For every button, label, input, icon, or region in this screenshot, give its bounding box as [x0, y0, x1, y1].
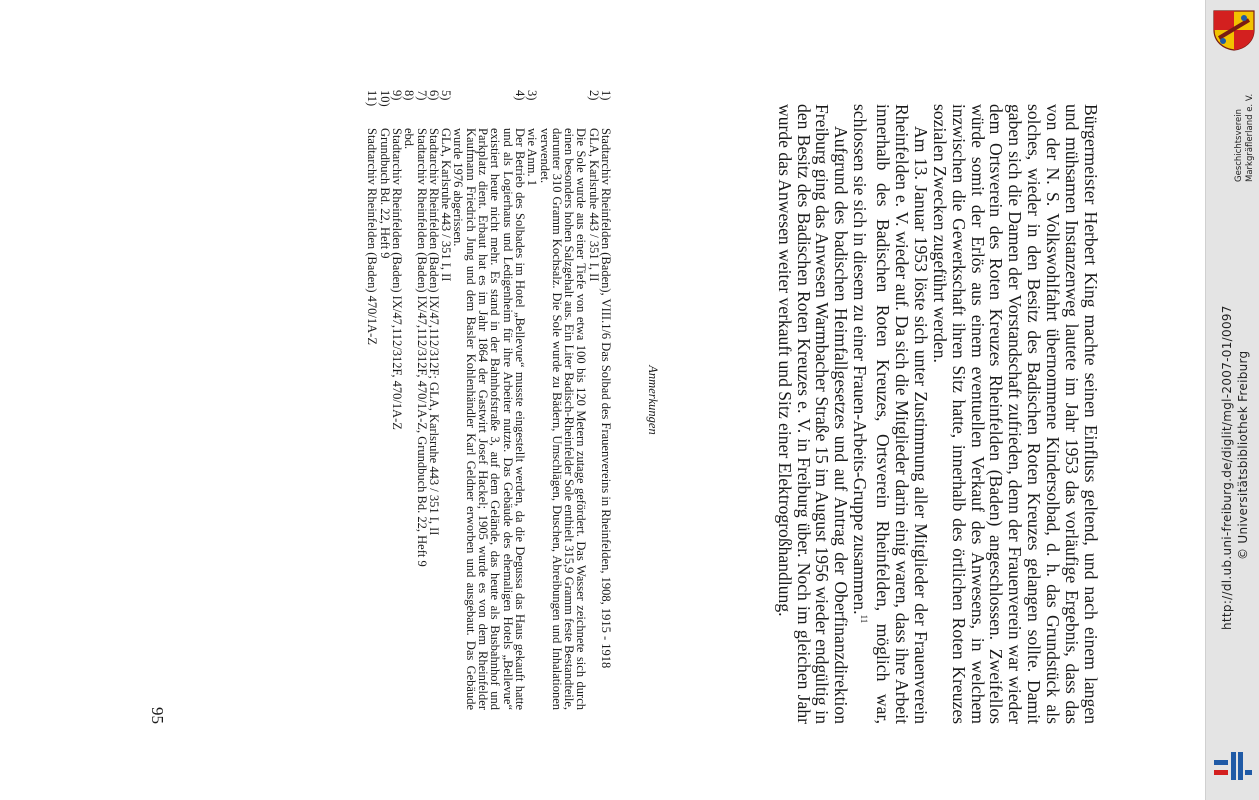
coat-of-arms-icon: [1211, 8, 1257, 52]
sidebar: [1205, 0, 1259, 800]
note-text: Grundbuch Bd. 22, Heft 9: [377, 128, 392, 259]
note-item: [415, 90, 427, 710]
note-text: ebd.: [402, 128, 417, 150]
note-number: 2): [586, 90, 601, 101]
notes-heading: Anmerkungen: [646, 365, 660, 435]
note-number: 7): [414, 90, 429, 101]
note-number: 10): [377, 90, 392, 107]
note-item: [378, 90, 390, 710]
note-item: [538, 90, 599, 710]
note-subtext: Die Sole wurde aus einer Tiefe von etwa 100 bis 120 Metern zutage gefördert. Das Wasser zeichnete sich durch einen besonders hohen Salzgehalt aus. Ein Liter Badisch-Rheinfelder Sole enthielt 315,9 Gramm feste Bestandteile, darunter 310 Gramm Kochsalz. Die Sole wurde zu Bädern, Umschlägen, Duschen, Abreibungen und Inhalationen verwendet.: [537, 128, 589, 710]
note-number: 5): [439, 90, 454, 101]
notes-list: [366, 90, 612, 710]
note-text: wie Anm. 1: [525, 128, 540, 186]
paragraph-3: Aufgrund des badischen Heimfallgesetzes und auf Antrag der Oberfinanzdirektion Freiburg ging das Anwesen Warmbacher Straße 15 im August 1956 wieder endgültig in den Besitz des Badischen Roten Kreuzes e. V. in Freiburg über. Noch im gleichen Jahr wurde das Anwesen weiter verkauft und Sitz einer Elektrogroßhandlung.: [774, 104, 852, 724]
note-number: 8): [402, 90, 417, 101]
note-item: [428, 90, 440, 710]
note-text: Stadtarchiv Rheinfelden (Baden) IX/47,112/312F, 470/1A-Z, Grundbuch Bd. 22, Heft 9: [414, 128, 429, 567]
paragraph-2-text: Am 13. Januar 1953 löste sich unter Zustimmung aller Mitglieder der Frauenverein Rheinfelden e. V. wieder auf. Da sich die Mitglieder darin einig waren, dass ihre Arbeit innerhalb des Badischen Roten Kreuzes, Ortsverein Rheinfelden, möglich war, schlossen sie sich in diesem zu einer Frauen-Arbeits-Gruppe zusammen.: [850, 104, 931, 724]
note-item: [526, 90, 538, 710]
note-number: 6): [426, 90, 441, 101]
society-name-line1: Geschichtsverein: [1234, 108, 1244, 182]
note-number: 1): [599, 90, 613, 101]
ub-freiburg-logo-icon[interactable]: [1214, 748, 1252, 784]
note-text: GLA, Karlsruhe 443 / 351 I, II: [439, 128, 454, 282]
note-text: Stadtarchiv Rheinfelden (Baden) IX/47,112/312F, 470/1A-Z: [389, 128, 404, 430]
page-number: 95: [148, 707, 167, 724]
society-name-line2: Markgräflerland e. V.: [1245, 93, 1255, 182]
body-text: [775, 104, 1100, 724]
note-number: 11): [365, 90, 380, 107]
note-item: [391, 90, 403, 710]
note-text: GLA, Karlsruhe 443 / 351 I, II: [586, 128, 601, 282]
footnote-marker[interactable]: 11: [859, 614, 870, 624]
note-number: 9): [389, 90, 404, 101]
sidebar-copyright: © Universitätsbibliothek Freiburg: [1236, 350, 1250, 560]
note-item: [366, 90, 378, 710]
paragraph-1: Bürgermeister Herbert King machte seinen Einfluss geltend, und nach einem langen und mühsamen Instanzenweg lautete im Jahr 1953 das vorläufige Ergebnis, dass das von der N. S. Volkswohlfahrt übernommene Kindersolbad, d. h. das Grundstück als solches, wieder in den Besitz des Badischen Roten Kreuzes gelangen sollte. Damit gaben sich die Damen der Vorstandschaft zufrieden, denn der Frauenverein war wieder dem Ortsverein des Roten Kreuzes Rheinfelden (Baden) angeschlossen. Zweifellos würde somit der Erlös aus einem eventuellen Verkauf des Anwesens, in welchem inzwischen die Gewerkschaft ihren Sitz hatte, innerhalb des örtlichen Roten Kreuzes sozialen Zwecken zugeführt werden.: [929, 104, 1101, 724]
note-item: [452, 90, 526, 710]
sidebar-url-link[interactable]: http://dl.ub.uni-freiburg.de/diglit/mgl-2007-01/0097: [1220, 305, 1234, 630]
note-text: Der Betrieb des Solbades im Hotel „Bellevue“ musste eingestellt werden, da die Degussa das Haus gekauft hatte und als Logierhaus und Ledigenheim für ihre Arbeiter nutzte. Das Gebäude des ehemaligen Hotels „Bellevue“ existiert heute nicht mehr. Es stand in der Bahnhofstraße 3, auf dem Gelände, das heute als Busbahnhof und Parkplatz dient. Erbaut hat es im Jahr 1864 der Gastwirt Josef Hackel; 1905 wurde es von dem Rheinfelder Kaufmann Friedrich Jung und dem Basler Kohlenhändler Karl Geldner erworben und ausgebaut. Das Gebäude wurde 1976 abgerissen.: [451, 128, 527, 710]
paragraph-2: [850, 104, 929, 724]
note-number: 4): [512, 90, 527, 101]
note-item: [440, 90, 452, 710]
note-text: Stadtarchiv Rheinfelden (Baden) IX/47,112/312F; GLA, Karlsruhe 443 / 351 I, II: [426, 128, 441, 536]
note-text: Stadtarchiv Rheinfelden (Baden) 470/1A-Z: [365, 128, 380, 345]
note-item: [403, 90, 415, 710]
note-item: [600, 90, 612, 710]
note-text: Stadtarchiv Rheinfelden (Baden), VIII.1/6 Das Solbad des Frauenvereins in Rheinfelden, 1908, 1915 - 1918: [599, 128, 613, 669]
note-number: 3): [525, 90, 540, 101]
